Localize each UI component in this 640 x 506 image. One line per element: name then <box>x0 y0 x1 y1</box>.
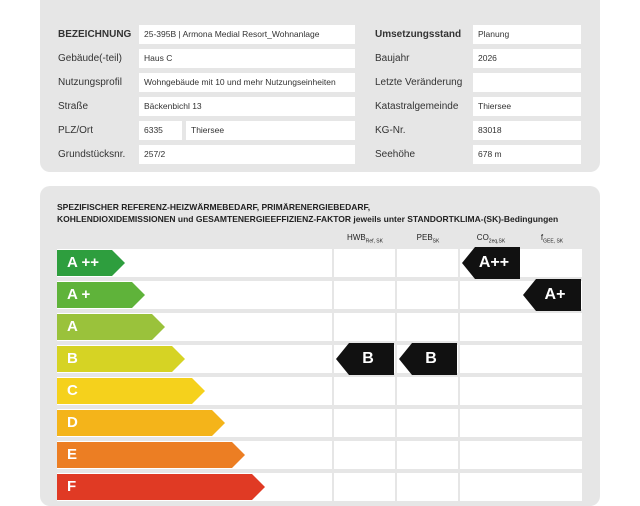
field-strasse: Bäckenbichl 13 <box>139 97 355 116</box>
energy-class-label: C <box>67 382 78 399</box>
scale-cell <box>521 249 582 277</box>
energy-class-arrow <box>57 250 126 273</box>
scale-cell <box>460 345 521 373</box>
rating-badge-hwb <box>336 343 394 373</box>
scale-cell <box>334 377 395 405</box>
scale-cell <box>521 313 582 341</box>
label-baujahr: Baujahr <box>375 53 410 64</box>
scale-cell <box>521 377 582 405</box>
scale-title-line2: KOHLENDIOXIDEMISSIONEN und GESAMTENERGIEEFFIZIENZ-FAKTOR jeweils unter STANDORTKLIMA-(SK)-Bedingungen <box>57 214 559 224</box>
col-header-co2: $CO_{2eq,SK}$ <box>476 233 506 245</box>
energy-class-arrow-shape <box>57 474 265 500</box>
scale-cell <box>334 313 395 341</box>
field-grundstuecksnr: 257/2 <box>139 145 355 164</box>
energy-class-arrow <box>57 346 186 369</box>
rating-badge-label: B <box>362 350 374 367</box>
scale-cell <box>460 409 521 437</box>
field-katastralgemeinde: Thiersee <box>473 97 581 116</box>
energy-class-arrow <box>57 282 146 305</box>
rating-badge-label: A+ <box>544 286 566 303</box>
field-letzte-veraenderung <box>473 73 581 92</box>
field-ort: Thiersee <box>186 121 355 140</box>
energy-class-label: D <box>67 414 78 431</box>
scale-cell <box>397 281 458 309</box>
col-header-hwb: $HWB_{Ref, SK}$ <box>347 233 383 245</box>
field-nutzungsprofil: Wohngebäude mit 10 und mehr Nutzungseinheiten <box>139 73 355 92</box>
rating-badge-fgee <box>523 279 581 309</box>
scale-cell <box>460 281 521 309</box>
label-grundstuecksnr: Grundstücksnr. <box>58 149 126 160</box>
scale-title-line1: SPEZIFISCHER REFERENZ-HEIZWÄRMEBEDARF, PRIMÄRENERGIEBEDARF, <box>57 202 371 212</box>
field-gebaeudeteil: Haus C <box>139 49 355 68</box>
field-plz: 6335 <box>139 121 182 140</box>
energy-class-arrow <box>57 474 266 497</box>
label-nutzungsprofil: Nutzungsprofil <box>58 77 122 88</box>
rating-badge-label: A++ <box>478 254 510 271</box>
label-strasse: Straße <box>58 101 89 112</box>
energy-class-arrow <box>57 378 206 401</box>
scale-cell <box>334 441 395 469</box>
label-katastralgemeinde: Katastralgemeinde <box>375 101 459 112</box>
scale-cell <box>460 377 521 405</box>
scale-cell <box>334 249 395 277</box>
scale-cell <box>397 249 458 277</box>
scale-cell <box>334 409 395 437</box>
label-letzte-veraenderung: Letzte Veränderung <box>375 77 463 88</box>
energy-class-label: F <box>67 478 77 495</box>
label-plz-ort: PLZ/Ort <box>58 125 94 136</box>
energy-class-label: A <box>67 318 78 335</box>
energy-class-label: A ++ <box>67 254 99 271</box>
energy-class-label: E <box>67 446 78 463</box>
energy-class-arrow-shape <box>57 378 205 404</box>
field-bezeichnung: 25-395B | Armona Medial Resort_Wohnanlage <box>139 25 355 44</box>
field-kg-nr: 83018 <box>473 121 581 140</box>
scale-cell <box>397 313 458 341</box>
energy-class-label: A + <box>67 286 91 303</box>
field-baujahr: 2026 <box>473 49 581 68</box>
scale-cell <box>460 473 521 501</box>
rating-badge-label: B <box>425 350 437 367</box>
scale-cell <box>521 409 582 437</box>
label-seehoehe: Seehöhe <box>375 149 416 160</box>
energy-class-arrow <box>57 410 226 433</box>
scale-cell <box>397 409 458 437</box>
energy-class-arrow-shape <box>57 410 225 436</box>
scale-cell <box>460 313 521 341</box>
col-header-fgee: $f_{GEE, SK}$ <box>540 233 564 245</box>
label-bezeichnung: BEZEICHNUNG <box>58 29 132 40</box>
scale-cell <box>397 377 458 405</box>
rating-badge-co2 <box>462 247 520 277</box>
label-umsetzungsstand: Umsetzungsstand <box>375 29 462 40</box>
scale-cell <box>521 473 582 501</box>
energy-class-arrow <box>57 442 246 465</box>
scale-cell <box>460 441 521 469</box>
scale-cell <box>334 473 395 501</box>
scale-cell <box>521 345 582 373</box>
scale-cell <box>397 473 458 501</box>
field-umsetzungsstand: Planung <box>473 25 581 44</box>
scale-cell <box>397 441 458 469</box>
energy-class-label: B <box>67 350 78 367</box>
rating-badge-peb <box>399 343 457 373</box>
label-kg-nr: KG-Nr. <box>375 125 406 136</box>
col-header-peb: $PEB_{SK}$ <box>416 233 440 245</box>
scale-cell <box>334 281 395 309</box>
label-gebaeudeteil: Gebäude(-teil) <box>58 53 122 64</box>
field-seehoehe: 678 m <box>473 145 581 164</box>
scale-cell <box>521 441 582 469</box>
energy-class-arrow <box>57 314 166 337</box>
energy-class-arrow-shape <box>57 442 245 468</box>
